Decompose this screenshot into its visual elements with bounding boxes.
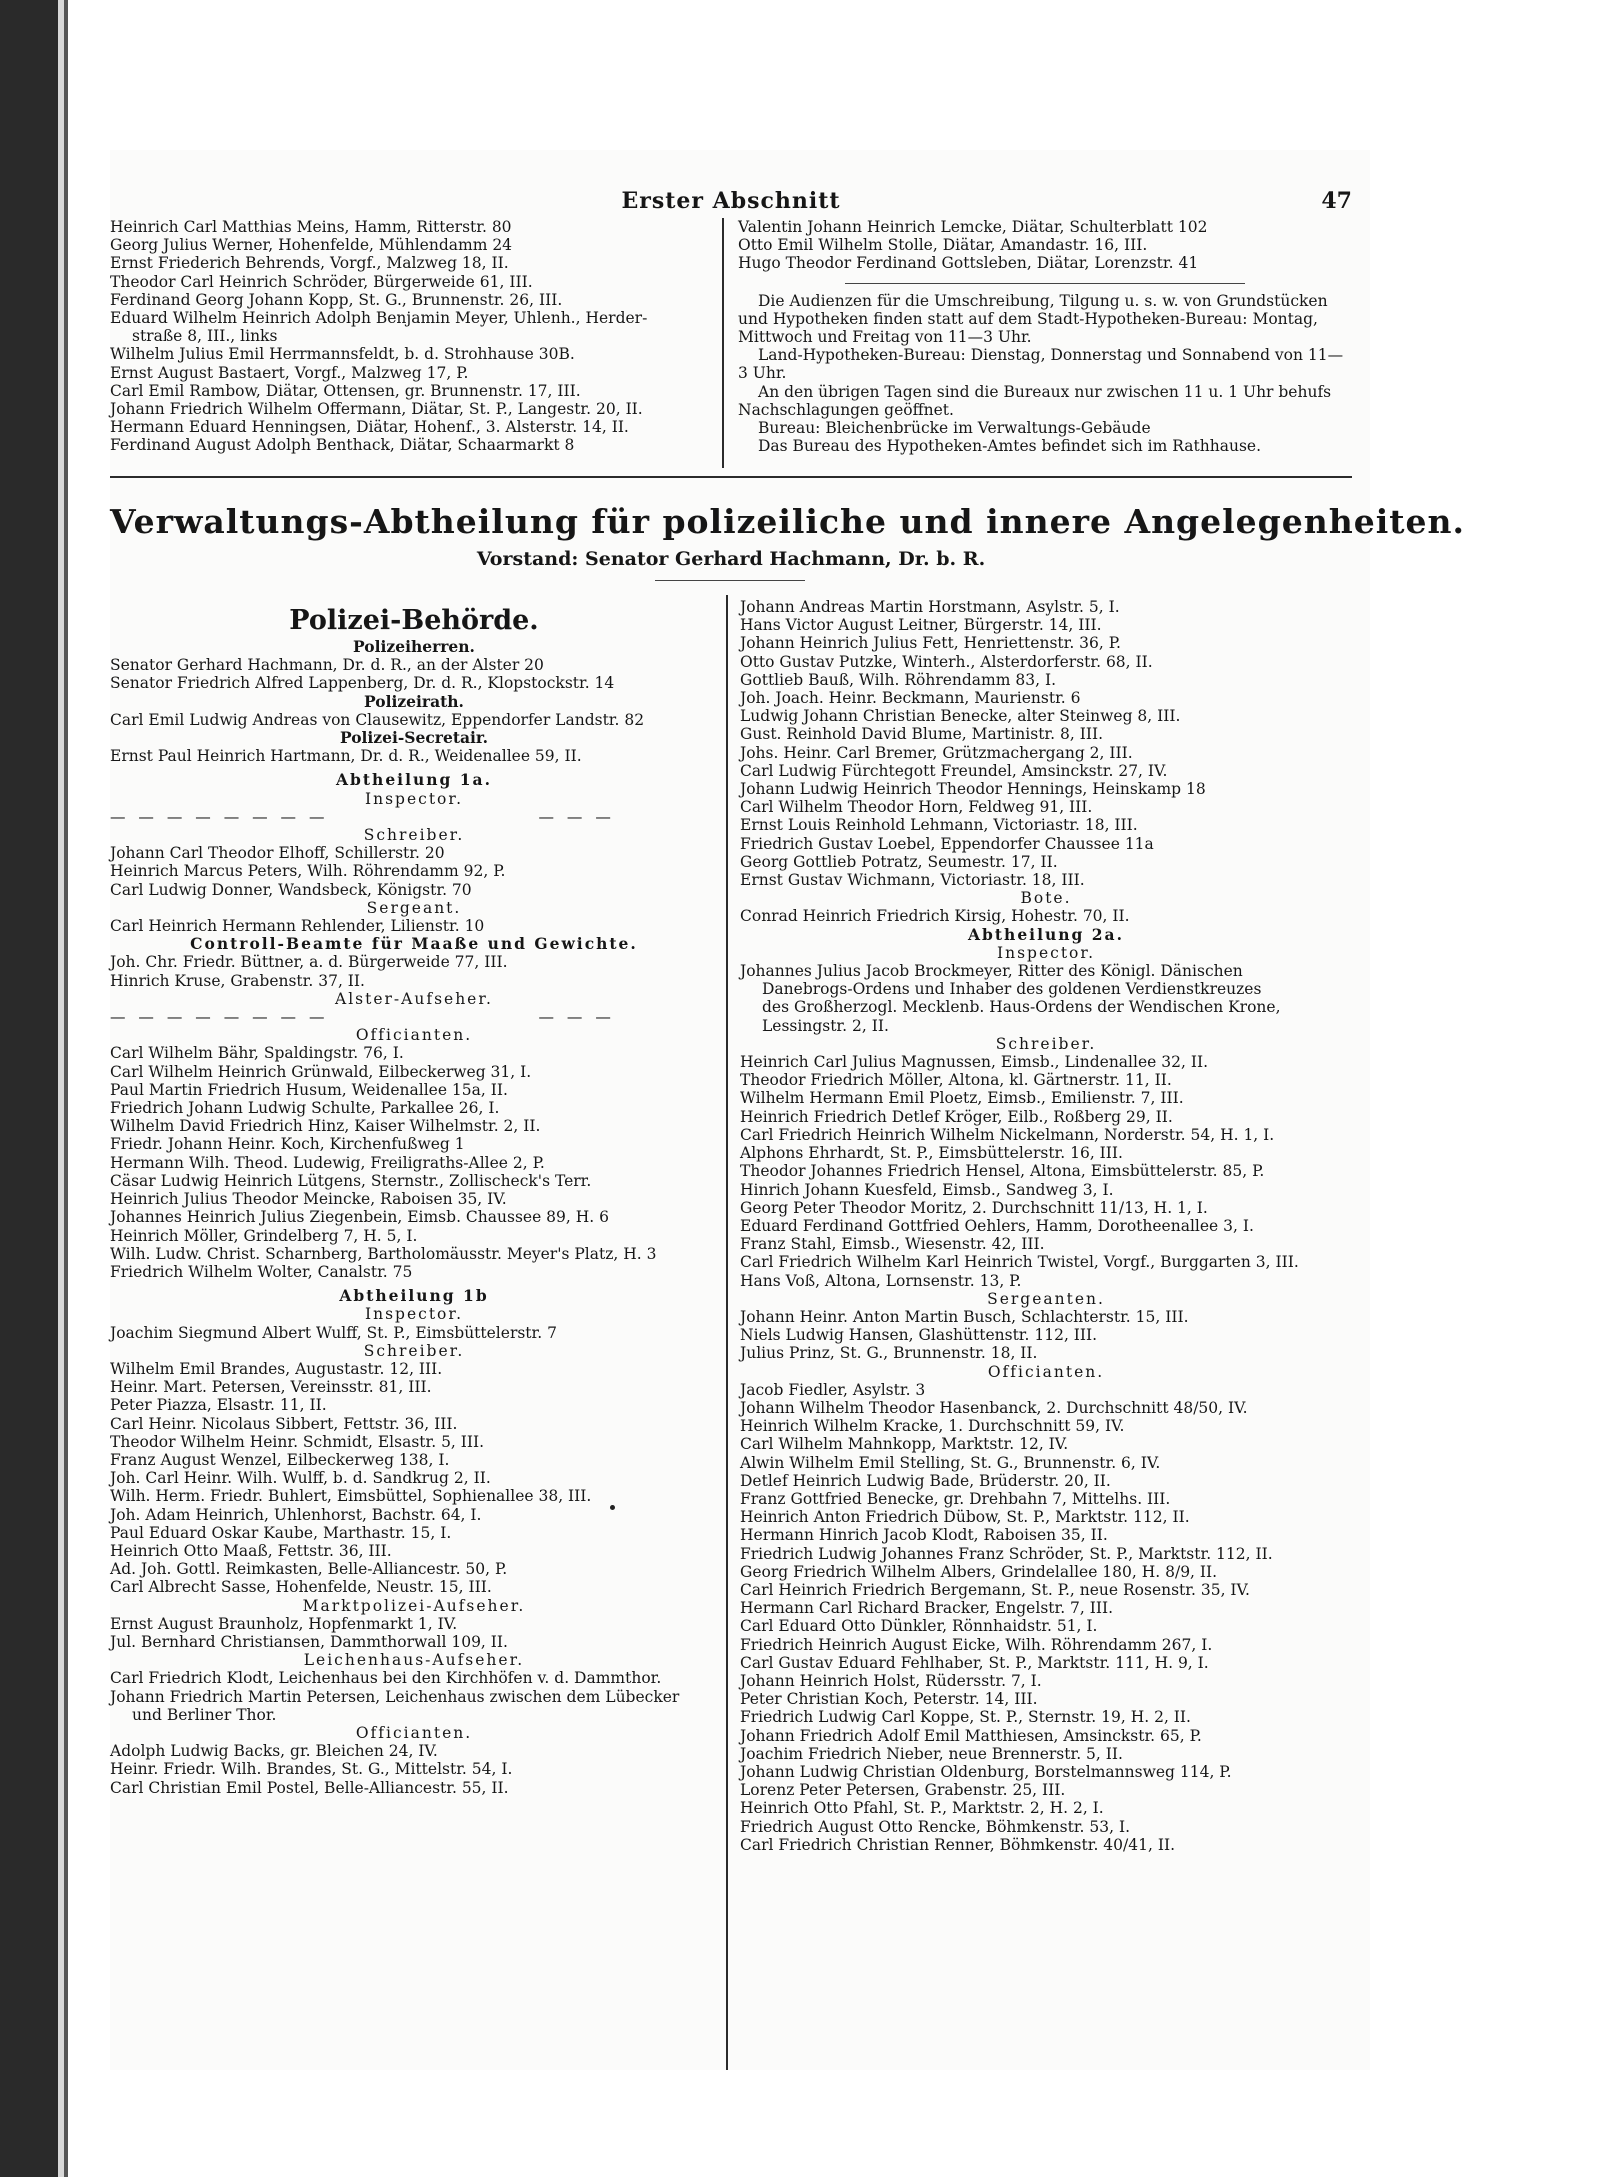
list-item: Joh. Adam Heinrich, Uhlenhorst, Bachstr. 64, I.: [110, 1505, 482, 1524]
list-item: Carl Albrecht Sasse, Hohenfelde, Neustr. 15, III.: [110, 1578, 492, 1597]
department-head: Vorstand: Senator Gerhard Hachmann, Dr. b. R.: [476, 548, 986, 570]
audience-notice: Die Audienzen für die Umschreibung, Tilgung u. s. w. von Grundstücken und Hypotheken finden statt auf dem Stadt-Hypotheken-Bureau: Montag, Mittwoch und Freitag von 11—3 Uhr.: [738, 291, 1328, 347]
list-item: Eduard Wilhelm Heinrich Adolph Benjamin Meyer, Uhlenh., Herder-: [110, 309, 648, 328]
subsection-heading: Marktpolizei-Aufseher.: [302, 1596, 526, 1615]
list-item: Heinrich Friedrich Detlef Kröger, Eilb., Roßberg 29, II.: [740, 1107, 1173, 1126]
top-rule: [110, 476, 1352, 478]
list-item: Carl Christian Emil Postel, Belle-Alliancestr. 55, II.: [110, 1778, 509, 1797]
list-item: Carl Ludwig Donner, Wandsbeck, Königstr. 70: [110, 880, 472, 899]
subsection-heading: Leichenhaus-Aufseher.: [303, 1651, 525, 1670]
list-item: Friedrich August Otto Rencke, Böhmkenstr. 53, I.: [740, 1817, 1131, 1836]
list-item: Johann Wilhelm Theodor Hasenbanck, 2. Durchschnitt 48/50, IV.: [740, 1398, 1248, 1417]
list-item: Cäsar Ludwig Heinrich Lütgens, Sternstr., Zollischeck's Terr.: [110, 1171, 592, 1190]
list-item: Johann Friedrich Wilhelm Offermann, Diätar, St. P., Langestr. 20, II.: [110, 400, 643, 419]
list-item: Carl Friedrich Wilhelm Karl Heinrich Twistel, Vorgf., Burggarten 3, III.: [740, 1253, 1299, 1272]
abtheilung-heading: Abtheilung 2a.: [968, 924, 1124, 944]
secretair-list: [110, 747, 718, 765]
list-item: Johann Ludwig Christian Oldenburg, Borstelmannsweg 114, P.: [740, 1763, 1232, 1781]
list-item: Heinrich Otto Pfahl, St. P., Marktstr. 2, H. 2, I.: [740, 1799, 1104, 1818]
list-item: Hermann Wilh. Theod. Ludewig, Freiligraths-Allee 2, P.: [110, 1153, 545, 1172]
list-item: Wilhelm Emil Brandes, Augustastr. 12, III.: [110, 1359, 443, 1378]
list-item: Carl Wilhelm Mahnkopp, Marktstr. 12, IV.: [740, 1435, 1069, 1454]
document-page: [110, 150, 1465, 2070]
list-item: Franz Gottfried Benecke, gr. Drehbahn 7, Mittelhs. III.: [740, 1489, 1171, 1508]
polizeiherren-list: [110, 656, 718, 692]
list-item: Joh. Chr. Friedr. Büttner, a. d. Bürgerweide 77, III.: [110, 953, 508, 972]
list-item: Carl Friedrich Heinrich Wilhelm Nickelmann, Norderstr. 54, H. 1, I.: [740, 1125, 1275, 1144]
list-item: Friedrich Wilhelm Wolter, Canalstr. 75: [110, 1262, 413, 1281]
book-binding: [0, 0, 58, 2177]
list-item: Georg Friedrich Wilhelm Albers, Grindelallee 180, H. 8/9, II.: [740, 1562, 1218, 1581]
list-item: Hermann Eduard Henningsen, Diätar, Hohenf., 3. Alsterstr. 14, II.: [110, 418, 629, 437]
list-item: Theodor Johannes Friedrich Hensel, Altona, Eimsbüttelerstr. 85, P.: [740, 1162, 1265, 1181]
ink-speck: [610, 1505, 615, 1510]
list-item: Joachim Friedrich Nieber, neue Brennerstr. 5, II.: [740, 1744, 1123, 1763]
marktpolizei-list: [110, 1615, 718, 1651]
list-item: Adolph Ludwig Backs, gr. Bleichen 24, IV.: [110, 1742, 438, 1761]
list-item: Johannes Heinrich Julius Ziegenbein, Eimsb. Chaussee 89, H. 6: [110, 1208, 609, 1227]
inspector-list: [110, 1324, 718, 1342]
section-heading: Polizeiherren.: [353, 637, 475, 656]
list-item: Gottlieb Bauß, Wilh. Röhrendamm 83, I.: [740, 670, 1057, 689]
list-item: Friedrich Johann Ludwig Schulte, Parkallee 26, I.: [110, 1099, 500, 1118]
list-item: Paul Martin Friedrich Husum, Weidenallee 15a, II.: [110, 1080, 508, 1099]
list-item: Johann Friedrich Adolf Emil Matthiesen, Amsinckstr. 65, P.: [740, 1726, 1202, 1745]
list-item: Franz Stahl, Eimsb., Wiesenstr. 42, III.: [740, 1235, 1045, 1254]
left-column: [110, 598, 718, 1797]
officianten-list: [740, 1381, 1352, 1854]
list-item: Georg Julius Werner, Hohenfelde, Mühlendamm 24: [110, 236, 513, 255]
list-item: Senator Gerhard Hachmann, Dr. d. R., an der Alster 20: [110, 656, 544, 675]
list-item: Ferdinand Georg Johann Kopp, St. G., Brunnenstr. 26, III.: [110, 290, 563, 309]
column-divider: [726, 595, 728, 2070]
subsection-heading: Inspector.: [996, 943, 1096, 962]
list-item: Friedrich Gustav Loebel, Eppendorfer Chaussee 11a: [740, 834, 1154, 853]
list-item: und Berliner Thor.: [132, 1705, 277, 1724]
list-item: Ernst Louis Reinhold Lehmann, Victoriastr. 18, III.: [740, 816, 1138, 835]
list-item: Carl Emil Ludwig Andreas von Clausewitz, Eppendorfer Landstr. 82: [110, 710, 645, 729]
section-heading: Polizeirath.: [364, 691, 464, 711]
top-left-list: [110, 218, 710, 455]
list-item: Theodor Carl Heinrich Schröder, Bürgerweide 61, III.: [110, 272, 533, 291]
list-item: Alphons Ehrhardt, St. P., Eimsbüttelerstr. 16, III.: [740, 1144, 1123, 1163]
list-item: Hugo Theodor Ferdinand Gottsleben, Diätar, Lorenzstr. 41: [738, 254, 1199, 273]
list-item: Theodor Friedrich Möller, Altona, kl. Gärtnerstr. 11, II.: [740, 1071, 1172, 1090]
list-item: Carl Wilhelm Heinrich Grünwald, Eilbeckerweg 31, I.: [110, 1062, 532, 1081]
list-item: Heinrich Marcus Peters, Wilh. Röhrendamm 92, P.: [110, 862, 506, 881]
list-item: Georg Peter Theodor Moritz, 2. Durchschnitt 11/13, H. 1, I.: [740, 1198, 1208, 1217]
continued-officianten-list: [740, 598, 1352, 889]
list-item: Ludwig Johann Christian Benecke, alter Steinweg 8, III.: [740, 707, 1181, 726]
list-item: Ernst Friederich Behrends, Vorgf., Malzweg 18, II.: [110, 254, 509, 273]
list-item: Carl Eduard Otto Dünkler, Rönnhaidstr. 51, I.: [740, 1617, 1098, 1636]
list-item: Friedrich Heinrich August Eicke, Wilh. Röhrendamm 267, I.: [740, 1635, 1213, 1654]
list-item: Gust. Reinhold David Blume, Martinistr. 8, III.: [740, 725, 1103, 744]
list-item: Ferdinand August Adolph Benthack, Diätar, Schaarmarkt 8: [110, 436, 575, 455]
list-item: Otto Gustav Putzke, Winterh., Alsterdorferstr. 68, II.: [740, 652, 1153, 671]
list-item: Johann Carl Theodor Elhoff, Schillerstr. 20: [110, 844, 445, 863]
list-item: Carl Emil Rambow, Diätar, Ottensen, gr. Brunnenstr. 17, III.: [110, 381, 581, 400]
list-item: Carl Friedrich Klodt, Leichenhaus bei den Kirchhöfen v. d. Dammthor.: [110, 1669, 662, 1688]
list-item: Friedr. Johann Heinr. Koch, Kirchenfußweg 1: [110, 1135, 465, 1154]
subsection-heading: Schreiber.: [363, 1341, 465, 1360]
list-item: Niels Ludwig Hansen, Glashüttenstr. 112, III.: [740, 1326, 1098, 1345]
subsection-heading: Sergeant.: [366, 898, 462, 917]
list-item: Ernst August Braunholz, Hopfenmarkt 1, IV.: [110, 1614, 458, 1633]
other-days-notice: An den übrigen Tagen sind die Bureaux nur zwischen 11 u. 1 Uhr behufs Nachschlagungen geöffnet.: [738, 382, 1332, 419]
list-item: Wilhelm Julius Emil Herrmannsfeldt, b. d. Strohhause 30B.: [110, 345, 575, 364]
list-item: Peter Christian Koch, Peterstr. 14, III.: [740, 1690, 1038, 1709]
list-item: Wilh. Herm. Friedr. Buhlert, Eimsbüttel, Sophienallee 38, III.: [110, 1487, 592, 1506]
list-item: Johs. Heinr. Carl Bremer, Grützmachergang 2, III.: [740, 743, 1133, 762]
list-item: Conrad Heinrich Friedrich Kirsig, Hohestr. 70, II.: [740, 907, 1130, 926]
list-item: Hinrich Johann Kuesfeld, Eimsb., Sandweg 3, I.: [740, 1180, 1114, 1199]
bureau-location: Bureau: Bleichenbrücke im Verwaltungs-Gebäude: [758, 419, 1151, 438]
list-item: Joh. Joach. Heinr. Beckmann, Maurienstr. 6: [740, 689, 1081, 708]
top-divider: [722, 218, 724, 468]
list-item: Heinrich Otto Maaß, Fettstr. 36, III.: [110, 1541, 392, 1560]
list-item: Julius Prinz, St. G., Brunnenstr. 18, II.: [740, 1344, 1038, 1363]
bote-list: [740, 907, 1352, 925]
list-item: Johann Friedrich Martin Petersen, Leichenhaus zwischen dem Lübecker: [110, 1687, 680, 1706]
subsection-heading: Schreiber.: [995, 1034, 1097, 1053]
list-item: Wilhelm Hermann Emil Ploetz, Eimsb., Emilienstr. 7, III.: [740, 1089, 1184, 1108]
list-item: Ad. Joh. Gottl. Reimkasten, Belle-Alliancestr. 50, P.: [110, 1560, 508, 1579]
inspector-list: [740, 962, 1352, 1035]
list-item: Carl Wilhelm Bähr, Spaldingstr. 76, I.: [110, 1044, 404, 1063]
list-item: Georg Gottlieb Potratz, Seumestr. 17, II.: [740, 852, 1058, 871]
list-item: Jul. Bernhard Christiansen, Dammthorwall 109, II.: [110, 1632, 508, 1651]
subsection-heading: Bote.: [1020, 889, 1072, 908]
polizeirath-list: [110, 711, 718, 729]
list-item: Carl Friedrich Christian Renner, Böhmkenstr. 40/41, II.: [740, 1835, 1175, 1854]
list-item: Heinrich Julius Theodor Meincke, Raboisen 35, IV.: [110, 1190, 507, 1209]
department-title: Verwaltungs-Abtheilung für polizeiliche und innere Angelegenheiten.: [110, 502, 1465, 541]
list-item: Otto Emil Wilhelm Stolle, Diätar, Amandastr. 16, III.: [738, 236, 1148, 255]
schreiber-list: [110, 1360, 718, 1597]
subsection-heading: Officianten.: [355, 1723, 473, 1742]
list-item: Heinrich Carl Julius Magnussen, Eimsb., Lindenallee 32, II.: [740, 1053, 1208, 1072]
list-item: Heinrich Carl Matthias Meins, Hamm, Ritterstr. 80: [110, 218, 512, 236]
list-item: Heinrich Möller, Grindelberg 7, H. 5, I.: [110, 1226, 418, 1245]
list-item: Johann Andreas Martin Horstmann, Asylstr. 5, I.: [740, 598, 1120, 616]
police-heading: Polizei-Behörde.: [289, 605, 539, 636]
list-item: Hinrich Kruse, Grabenstr. 37, II.: [110, 971, 365, 990]
list-item: Friedrich Ludwig Carl Koppe, St. P., Sternstr. 19, H. 2, II.: [740, 1708, 1191, 1727]
list-item: Detlef Heinrich Ludwig Bade, Brüderstr. 20, II.: [740, 1471, 1111, 1490]
list-item: Heinrich Anton Friedrich Dübow, St. P., Marktstr. 112, II.: [740, 1508, 1190, 1527]
schreiber-list: [740, 1053, 1352, 1290]
officianten-list: [110, 1044, 718, 1281]
land-bureau-notice: Land-Hypotheken-Bureau: Dienstag, Donnerstag und Sonnabend von 11—3 Uhr.: [738, 346, 1344, 383]
vacant-dashes: — — — — — — — — — — —: [110, 807, 615, 826]
list-item: Peter Piazza, Elsastr. 11, II.: [110, 1396, 327, 1415]
section-title: Erster Abschnitt: [621, 188, 841, 214]
sergeant-list: [110, 917, 718, 935]
subsection-heading: Inspector.: [364, 789, 464, 808]
list-item: Ernst Paul Heinrich Hartmann, Dr. d. R., Weidenallee 59, II.: [110, 747, 582, 766]
binding-shadow: [64, 0, 68, 2177]
list-item: Franz August Wenzel, Eilbeckerweg 138, I.: [110, 1450, 450, 1469]
list-item: Carl Ludwig Fürchtegott Freundel, Amsinckstr. 27, IV.: [740, 761, 1168, 780]
list-item: Carl Wilhelm Theodor Horn, Feldweg 91, III.: [740, 798, 1093, 817]
list-item: Heinr. Mart. Petersen, Vereinsstr. 81, III.: [110, 1378, 432, 1397]
list-item: Hermann Hinrich Jacob Klodt, Raboisen 35, II.: [740, 1526, 1108, 1545]
subsection-heading: Inspector.: [364, 1305, 464, 1324]
officianten-list: [110, 1742, 718, 1797]
list-item: Carl Gustav Eduard Fehlhaber, St. P., Marktstr. 111, H. 9, I.: [740, 1653, 1209, 1672]
list-item: Carl Heinrich Friedrich Bergemann, St. P., neue Rosenstr. 35, IV.: [740, 1580, 1250, 1599]
list-item: Ernst August Bastaert, Vorgf., Malzweg 17, P.: [110, 363, 469, 382]
section-heading: Polizei-Secretair.: [339, 728, 489, 748]
list-item: Danebrogs-Ordens und Inhaber des goldenen Verdienstkreuzes: [762, 980, 1262, 999]
list-item: Lessingstr. 2, II.: [762, 1016, 889, 1035]
page-number: 47: [1321, 188, 1352, 214]
sergeanten-list: [740, 1308, 1352, 1363]
list-item: Johann Heinrich Julius Fett, Henriettenstr. 36, P.: [740, 634, 1121, 653]
subsection-heading: Sergeanten.: [987, 1289, 1105, 1308]
list-item: des Großherzogl. Mecklenb. Haus-Ordens der Wendischen Krone,: [762, 998, 1281, 1017]
list-item: Ernst Gustav Wichmann, Victoriastr. 18, III.: [740, 871, 1085, 890]
vacant-dashes: — — — — — — — — — — —: [110, 1008, 615, 1027]
subsection-heading: Officianten.: [987, 1362, 1105, 1381]
list-item: Friedrich Ludwig Johannes Franz Schröder, St. P., Marktstr. 112, II.: [740, 1544, 1273, 1563]
controll-list: [110, 953, 718, 989]
list-item: Valentin Johann Heinrich Lemcke, Diätar, Schulterblatt 102: [738, 218, 1208, 236]
subsection-heading: Controll-Beamte für Maaße und Gewichte.: [190, 934, 638, 954]
list-item: Eduard Ferdinand Gottfried Oehlers, Hamm, Dorotheenallee 3, I.: [740, 1216, 1254, 1235]
leichenhaus-list: [110, 1669, 718, 1724]
list-item: Wilhelm David Friedrich Hinz, Kaiser Wilhelmstr. 2, II.: [110, 1117, 541, 1136]
list-item: Heinrich Wilhelm Kracke, 1. Durchschnitt 59, IV.: [740, 1417, 1125, 1436]
list-item: Heinr. Friedr. Wilh. Brandes, St. G., Mittelstr. 54, I.: [110, 1760, 513, 1779]
abtheilung-heading: Abtheilung 1b: [339, 1286, 489, 1306]
schreiber-list: [110, 844, 718, 899]
list-item: Johann Heinrich Holst, Rüdersstr. 7, I.: [740, 1671, 1042, 1690]
list-item: Hans Voß, Altona, Lornsenstr. 13, P.: [740, 1271, 1022, 1290]
subsection-heading: Alster-Aufseher.: [335, 989, 493, 1008]
list-item: Senator Friedrich Alfred Lappenberg, Dr. d. R., Klopstockstr. 14: [110, 674, 615, 693]
list-item: Carl Heinr. Nicolaus Sibbert, Fettstr. 36, III.: [110, 1414, 458, 1433]
list-item: Alwin Wilhelm Emil Stelling, St. G., Brunnenstr. 6, IV.: [740, 1453, 1161, 1472]
separator: [845, 279, 1245, 284]
subsection-heading: Schreiber.: [363, 826, 465, 845]
list-item: Paul Eduard Oskar Kaube, Marthastr. 15, I.: [110, 1523, 452, 1542]
list-item: Johann Heinr. Anton Martin Busch, Schlachterstr. 15, III.: [740, 1307, 1189, 1326]
list-item: Theodor Wilhelm Heinr. Schmidt, Elsastr. 5, III.: [110, 1432, 485, 1451]
list-item: Hans Victor August Leitner, Bürgerstr. 14, III.: [740, 616, 1102, 635]
abtheilung-heading: Abtheilung 1a.: [336, 770, 492, 790]
list-item: Johannes Julius Jacob Brockmeyer, Ritter des Königl. Dänischen: [740, 962, 1243, 981]
list-item: Carl Heinrich Hermann Rehlender, Lilienstr. 10: [110, 917, 485, 936]
title-rule: [655, 580, 805, 581]
list-item: Joh. Carl Heinr. Wilh. Wulff, b. d. Sandkrug 2, II.: [110, 1469, 491, 1488]
page-header: [110, 188, 1352, 218]
list-item: Lorenz Peter Petersen, Grabenstr. 25, III.: [740, 1781, 1066, 1800]
subsection-heading: Officianten.: [355, 1026, 473, 1045]
list-item: straße 8, III., links: [132, 327, 278, 346]
list-item: Wilh. Ludw. Christ. Scharnberg, Bartholomäusstr. Meyer's Platz, H. 3: [110, 1244, 657, 1263]
list-item: Hermann Carl Richard Bracker, Engelstr. 7, III.: [740, 1599, 1114, 1618]
list-item: Jacob Fiedler, Asylstr. 3: [740, 1380, 926, 1399]
right-column: [740, 598, 1352, 1854]
list-item: Joachim Siegmund Albert Wulff, St. P., Eimsbüttelerstr. 7: [110, 1323, 557, 1342]
top-right-block: [738, 218, 1352, 455]
hypotheken-amt-location: Das Bureau des Hypotheken-Amtes befindet sich im Rathhause.: [758, 437, 1261, 456]
list-item: Johann Ludwig Heinrich Theodor Hennings, Heinskamp 18: [740, 780, 1206, 799]
